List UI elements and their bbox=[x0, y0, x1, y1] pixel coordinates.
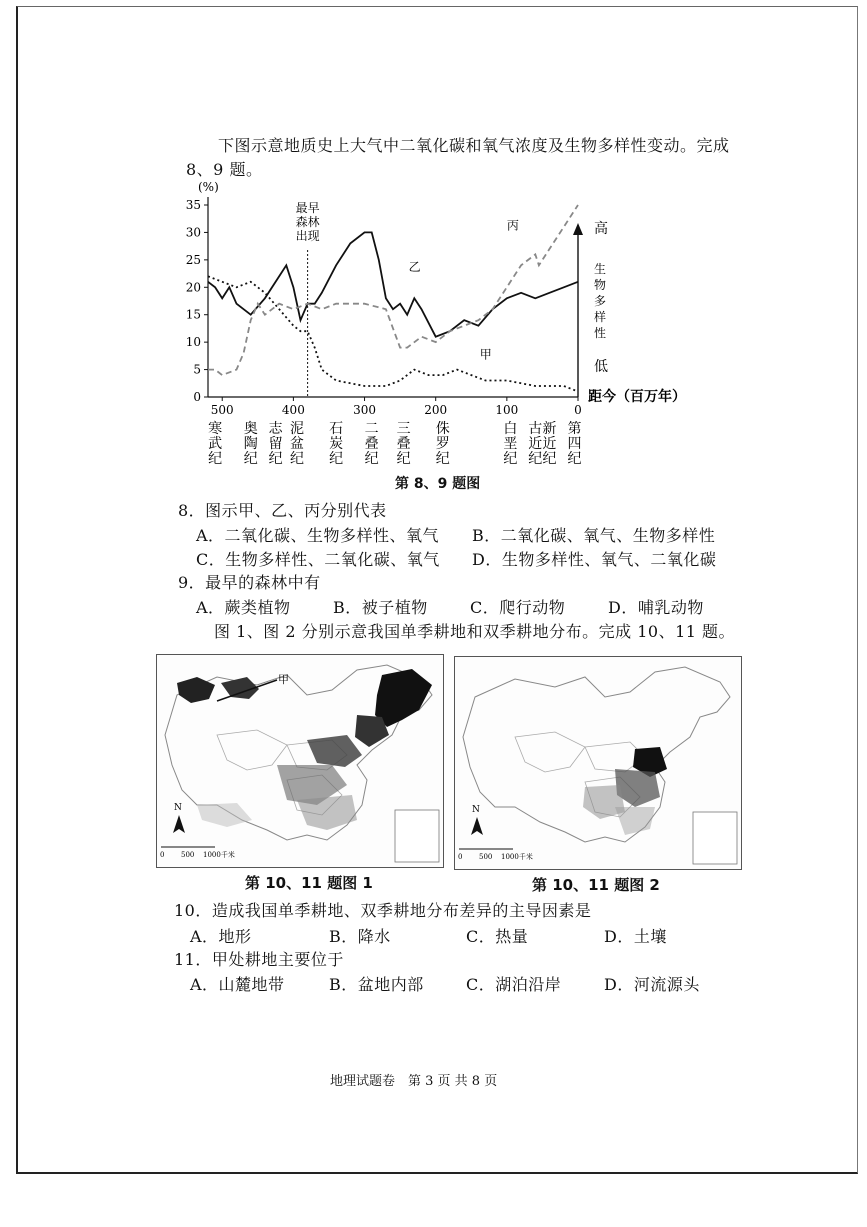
series-line-丙 bbox=[208, 205, 578, 375]
page-footer: 地理试题卷 第 3 页 共 8 页 bbox=[330, 1074, 498, 1089]
diversity-label-char: 多 bbox=[593, 294, 607, 308]
period-label: 第 bbox=[567, 421, 582, 437]
q10-option-b[interactable]: B．降水 bbox=[329, 927, 391, 946]
q9-option-d[interactable]: D．哺乳动物 bbox=[608, 598, 704, 617]
china-map-2 bbox=[455, 657, 741, 869]
y-tick-label: 15 bbox=[185, 307, 201, 322]
q11-option-b[interactable]: B．盆地内部 bbox=[329, 975, 424, 994]
period-label: 四 bbox=[567, 436, 582, 452]
q10-option-a[interactable]: A．地形 bbox=[190, 927, 252, 946]
x-axis-label: 距今（百万年） bbox=[588, 389, 686, 405]
intro2: 图 1、图 2 分别示意我国单季耕地和双季耕地分布。完成 10、11 题。 bbox=[214, 622, 736, 641]
x-tick-label: 200 bbox=[424, 403, 448, 417]
period-label: 泥 bbox=[289, 421, 304, 437]
q11-option-a[interactable]: A．山麓地带 bbox=[190, 975, 285, 994]
period-label: 寒 bbox=[208, 421, 223, 437]
period-label: 古 bbox=[528, 421, 543, 437]
q11-stem: 11．甲处耕地主要位于 bbox=[174, 950, 344, 969]
y-axis-unit: (%) bbox=[198, 180, 219, 194]
series-label-乙: 乙 bbox=[408, 259, 421, 274]
period-label: 纪 bbox=[435, 451, 450, 467]
period-label: 叠 bbox=[364, 436, 379, 452]
period-label: 纪 bbox=[208, 451, 223, 467]
x-tick-label: 0 bbox=[574, 403, 582, 417]
geologic-chart bbox=[180, 175, 720, 495]
q9-option-a[interactable]: A．蕨类植物 bbox=[196, 598, 291, 617]
period-label: 石 bbox=[329, 421, 344, 437]
period-label: 盆 bbox=[289, 436, 304, 452]
period-label: 新 bbox=[542, 421, 557, 437]
q9-stem: 9．最早的森林中有 bbox=[178, 573, 321, 592]
x-tick-label: 300 bbox=[353, 403, 376, 417]
right-axis-arrow bbox=[573, 223, 583, 235]
y-tick-label: 5 bbox=[193, 362, 201, 377]
q8-option-d[interactable]: D．生物多样性、氧气、二氧化碳 bbox=[472, 550, 717, 569]
period-label: 留 bbox=[268, 436, 283, 452]
period-label: 纪 bbox=[503, 451, 518, 467]
diversity-label-char: 性 bbox=[593, 326, 607, 340]
period-label: 炭 bbox=[329, 436, 344, 452]
annotation-text: 出现 bbox=[295, 229, 320, 243]
q11-option-c[interactable]: C．湖泊沿岸 bbox=[466, 975, 562, 994]
intro-line2: 8、9 题。 bbox=[186, 160, 263, 179]
period-label: 白 bbox=[503, 421, 518, 437]
q8-stem: 8．图示甲、乙、丙分别代表 bbox=[178, 501, 387, 520]
period-label: 纪 bbox=[567, 451, 582, 467]
map-double-season bbox=[454, 656, 742, 870]
period-label: 纪 bbox=[268, 451, 283, 467]
y-tick-label: 20 bbox=[185, 280, 201, 295]
diversity-low: 低 bbox=[594, 359, 608, 375]
svg-text:500: 500 bbox=[181, 851, 195, 859]
north-label-1: N bbox=[174, 803, 182, 813]
period-label: 陶 bbox=[243, 436, 258, 452]
period-label: 近 bbox=[542, 436, 557, 452]
q10-stem: 10．造成我国单季耕地、双季耕地分布差异的主导因素是 bbox=[174, 901, 592, 920]
period-label: 纪 bbox=[289, 451, 304, 467]
north-label-2: N bbox=[472, 805, 480, 815]
y-tick-label: 10 bbox=[185, 335, 201, 350]
y-tick-label: 30 bbox=[185, 225, 201, 240]
series-line-乙 bbox=[208, 232, 578, 336]
period-label: 志 bbox=[268, 421, 283, 437]
q8-option-b[interactable]: B．二氧化碳、氧气、生物多样性 bbox=[472, 526, 716, 545]
svg-text:0: 0 bbox=[160, 851, 165, 859]
period-label: 武 bbox=[208, 436, 223, 452]
map2-caption: 第 10、11 题图 2 bbox=[532, 876, 660, 894]
annotation-text: 森林 bbox=[295, 215, 320, 229]
period-label: 垩 bbox=[503, 436, 518, 452]
x-tick-label: 500 bbox=[210, 403, 234, 417]
period-label: 纪 bbox=[542, 451, 557, 467]
period-label: 纪 bbox=[396, 451, 411, 467]
period-label: 罗 bbox=[435, 436, 450, 452]
y-tick-label: 0 bbox=[193, 390, 201, 404]
q9-option-b[interactable]: B．被子植物 bbox=[333, 598, 428, 617]
period-label: 叠 bbox=[396, 436, 411, 452]
china-map-1 bbox=[157, 655, 443, 867]
x-tick-label: 400 bbox=[281, 403, 305, 417]
period-label: 纪 bbox=[528, 451, 543, 467]
diversity-label-char: 物 bbox=[593, 278, 607, 292]
q8-option-c[interactable]: C．生物多样性、二氧化碳、氧气 bbox=[196, 550, 440, 569]
q10-option-d[interactable]: D．土壤 bbox=[604, 927, 667, 946]
svg-text:500: 500 bbox=[479, 853, 493, 861]
diversity-label-char: 生 bbox=[593, 262, 607, 276]
svg-text:0: 0 bbox=[458, 853, 463, 861]
series-label-甲: 甲 bbox=[479, 347, 492, 362]
period-label: 纪 bbox=[329, 451, 344, 467]
q10-option-c[interactable]: C．热量 bbox=[466, 927, 529, 946]
svg-text:1000千米: 1000千米 bbox=[501, 853, 533, 861]
period-label: 纪 bbox=[364, 451, 379, 467]
y-tick-label: 25 bbox=[185, 252, 201, 267]
map1-caption: 第 10、11 题图 1 bbox=[245, 874, 373, 892]
chart-title: 第 8、9 题图 bbox=[395, 476, 481, 492]
period-label: 近 bbox=[528, 436, 543, 452]
diversity-label-char: 样 bbox=[593, 310, 607, 324]
diversity-high: 高 bbox=[594, 221, 608, 237]
period-label: 二 bbox=[364, 421, 379, 437]
marker-jia: 甲 bbox=[278, 673, 289, 686]
map-single-season bbox=[156, 654, 444, 868]
y-tick-label: 35 bbox=[185, 198, 201, 212]
period-label: 侏 bbox=[435, 421, 450, 437]
period-label: 三 bbox=[396, 421, 411, 437]
intro-line1: 下图示意地质史上大气中二氧化碳和氧气浓度及生物多样性变动。完成 bbox=[218, 136, 730, 155]
x-tick-label: 100 bbox=[495, 403, 519, 417]
svg-text:1000千米: 1000千米 bbox=[203, 851, 235, 859]
annotation-text: 最早 bbox=[295, 201, 320, 215]
q11-option-d[interactable]: D．河流源头 bbox=[604, 975, 700, 994]
q9-option-c[interactable]: C．爬行动物 bbox=[470, 598, 566, 617]
series-label-丙: 丙 bbox=[506, 218, 519, 233]
period-label: 纪 bbox=[243, 451, 258, 467]
period-label: 奥 bbox=[243, 421, 258, 437]
chart-axes bbox=[208, 197, 583, 397]
q8-option-a[interactable]: A．二氧化碳、生物多样性、氧气 bbox=[196, 526, 440, 545]
